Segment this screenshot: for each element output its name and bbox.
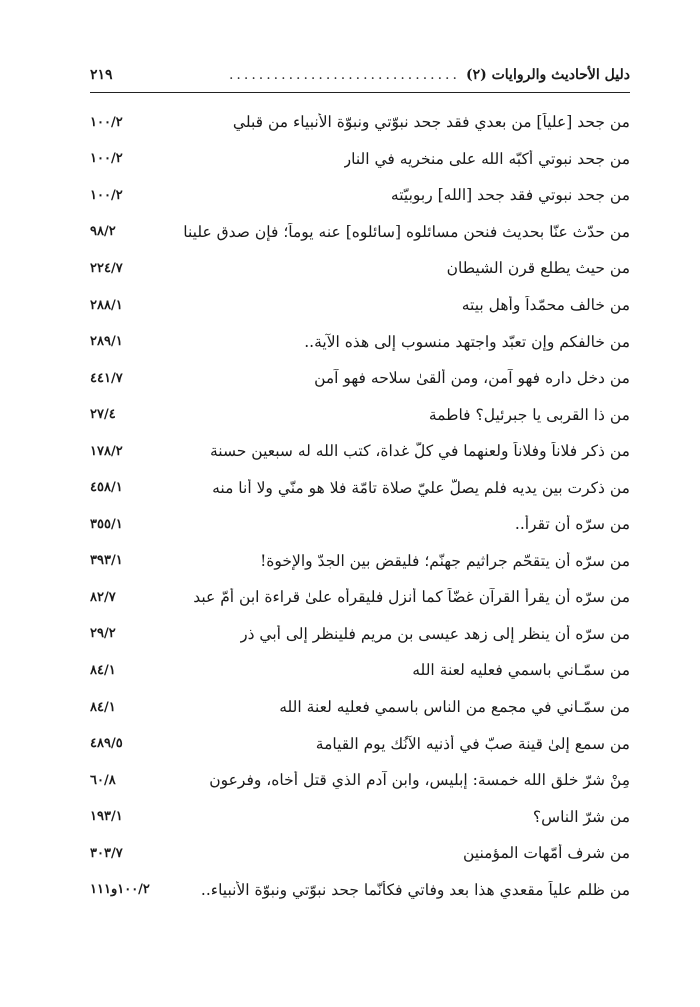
list-item (90, 835, 630, 872)
entry-text: من دخل داره فهو آمن، ومن ألقىٰ سلاحه فهو آمن (314, 369, 630, 388)
entry-text: من شرّ الناس؟ (532, 807, 630, 826)
entry-text: مِنْ شرّ خلق الله خمسة: إبليس، وابن آدم الذي قتل أخاه، وفرعون (209, 771, 630, 790)
entry-reference: ٣٠٣/٧ (90, 845, 123, 861)
entry-text: من حدّث عنّا بحديث فنحن مسائلوه [سائلوه] عنه يوماً؛ فإن صدق علينا (183, 222, 630, 241)
hadith-index-list (90, 104, 630, 908)
header-leader-dots: ............................... (228, 67, 460, 83)
entry-reference: ٢٧/٤ (90, 407, 116, 423)
entry-text: من سرّه أن ينظر إلى زهد عيسى بن مريم فلينظر إلى أبي ذر (240, 624, 630, 643)
list-item (90, 433, 630, 470)
header-divider (90, 92, 630, 93)
entry-reference: ٢٨٨/١ (90, 297, 123, 313)
list-item (90, 141, 630, 178)
entry-text: من ذا القربى يا جبرئيل؟ فاطمة (428, 405, 630, 424)
entry-text: من حيث يطلع قرن الشيطان (446, 259, 630, 278)
running-header (90, 62, 630, 88)
entry-reference: ٢٢٤/٧ (90, 260, 123, 276)
entry-reference: ٩٨/٢ (90, 224, 116, 240)
entry-text: من خالفكم وإن تعبّد واجتهد منسوب إلى هذه الآية.. (304, 332, 630, 351)
entry-text: من سرّه أن يقرأ القرآن غضّاً كما أنزل فليقرأه علىٰ قراءة ابن أُمّ عبد (193, 588, 630, 607)
list-item (90, 360, 630, 397)
entry-text: من سرّه أن تقرأ.. (514, 515, 630, 534)
entry-reference: ٣٥٥/١ (90, 516, 123, 532)
entry-text: من جحد [علياً] من بعدي فقد جحد نبوّتي ونبوّة الأنبياء من قبلي (232, 113, 630, 132)
entry-reference: ١٧٨/٢ (90, 443, 123, 459)
list-item (90, 579, 630, 616)
list-item (90, 506, 630, 543)
entry-reference: ٢٨٩/١ (90, 334, 123, 350)
entry-text: من سرّه أن يتقحّم جراثيم جهنّم؛ فليقض بين الجدّ والإخوة! (260, 551, 630, 570)
header-title: دليل الأحاديث والروايات (٢) (465, 67, 630, 83)
entry-text: من جحد نبوتي فقد جحد [الله] ربوبيّته (390, 186, 630, 205)
entry-reference: ٨٤/١ (90, 699, 116, 715)
entry-reference: ٦٠/٨ (90, 772, 116, 788)
list-item (90, 104, 630, 141)
entry-text: من شرف أُمّهات المؤمنين (462, 844, 630, 863)
page-number: ٢١٩ (90, 67, 113, 83)
entry-reference: ٨٤/١ (90, 662, 116, 678)
list-item (90, 287, 630, 324)
entry-text: من سمّـاني باسمي فعليه لعنة الله (412, 661, 630, 680)
entry-text: من ذكرت بين يديه فلم يصلّ عليّ صلاة تامّة فلا هو منّي ولا أنا منه (212, 478, 630, 497)
entry-text: من خالف محمّداً وأهل بيته (461, 296, 630, 314)
entry-text: من ظلم علياً مقعدي هذا بعد وفاتي فكأنّما جحد نبوّتي ونبوّة الأنبياء.. (200, 880, 630, 899)
list-item (90, 798, 630, 835)
entry-reference: ٣٩٣/١ (90, 553, 123, 569)
entry-text: من سمّـاني في مجمع من الناس باسمي فعليه لعنة الله (279, 698, 630, 717)
entry-text: من ذكر فلاناً وفلاناً ولعنهما في كلّ غداة، كتب الله له سبعين حسنة (209, 442, 630, 461)
entry-reference: ١٠٠/٢ (90, 114, 123, 130)
entry-reference: ٨٢/٧ (90, 589, 116, 605)
entry-reference: ٤٥٨/١ (90, 480, 123, 496)
list-item (90, 177, 630, 214)
entry-reference: ١٠٠/٢ (90, 151, 123, 167)
list-item (90, 652, 630, 689)
entry-text: من سمع إلىٰ قينة صبّ في أُذنيه الآنُك يوم القيامة (315, 734, 630, 753)
list-item (90, 543, 630, 580)
entry-reference: ٤٨٩/٥ (90, 736, 123, 752)
list-item (90, 762, 630, 799)
list-item (90, 396, 630, 433)
entry-reference: ١٠٠/٢و١١١ (90, 882, 150, 898)
entry-reference: ٢٩/٢ (90, 626, 116, 642)
list-item (90, 689, 630, 726)
entry-reference: ٤٤١/٧ (90, 370, 123, 386)
list-item (90, 323, 630, 360)
list-item (90, 616, 630, 653)
entry-reference: ١٠٠/٢ (90, 187, 123, 203)
list-item (90, 725, 630, 762)
list-item (90, 250, 630, 287)
list-item (90, 214, 630, 251)
list-item (90, 469, 630, 506)
entry-reference: ١٩٣/١ (90, 809, 123, 825)
list-item (90, 871, 630, 908)
entry-text: من جحد نبوتي أكبّه الله على منخريه في النار (343, 149, 630, 168)
